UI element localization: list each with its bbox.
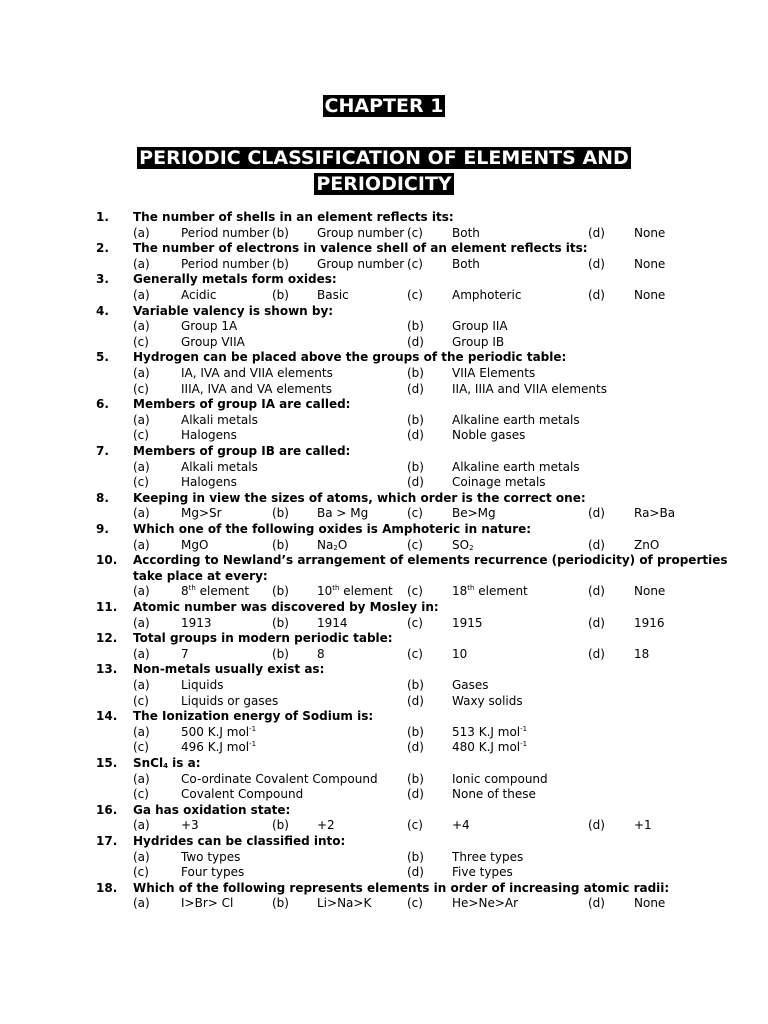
question-number: 9. xyxy=(96,522,109,536)
option-text: +1 xyxy=(634,818,652,833)
option-text: Amphoteric xyxy=(452,288,522,302)
option-text: Mg>Sr xyxy=(181,506,222,521)
question-17-options xyxy=(0,849,768,865)
option-letter: (a) xyxy=(133,288,150,302)
option-text: 480 K.J mol$^{-1}$ xyxy=(452,740,528,755)
question-text: Total groups in modern periodic table: xyxy=(133,631,393,646)
option-text: None xyxy=(634,584,666,599)
option-text: Liquids or gases xyxy=(181,693,279,708)
option-letter: (b) xyxy=(272,615,289,630)
question-4-options xyxy=(0,334,768,350)
option-text: 8th element xyxy=(181,584,250,599)
option-letter: (d) xyxy=(588,646,605,661)
question-3-options xyxy=(0,287,768,303)
option-letter: (a) xyxy=(133,459,150,474)
option-letter: (b) xyxy=(407,459,424,474)
option-letter: (b) xyxy=(407,319,424,334)
option-letter: (c) xyxy=(407,896,423,911)
option-letter: (d) xyxy=(588,584,605,599)
option-text: 1915 xyxy=(452,615,483,630)
option-letter: (a) xyxy=(133,724,150,739)
option-text: IIIA, IVA and VA elements xyxy=(181,381,333,396)
option-text: 18 xyxy=(634,646,650,661)
option-text: Liquids xyxy=(181,678,224,692)
option-letter: (d) xyxy=(407,381,424,396)
question-number: 15. xyxy=(96,756,118,770)
question-number: 8. xyxy=(96,490,109,505)
option-letter: (d) xyxy=(588,225,605,240)
question-5-text-line xyxy=(0,349,768,365)
question-15-options xyxy=(0,786,768,802)
option-text: Halogens xyxy=(181,475,237,490)
question-number: 5. xyxy=(96,350,109,365)
option-letter: (b) xyxy=(407,366,424,380)
option-letter: (d) xyxy=(407,428,424,443)
option-text: Halogens xyxy=(181,428,237,443)
option-letter: (a) xyxy=(133,818,150,833)
question-7-text-line xyxy=(0,443,768,459)
option-letter: (a) xyxy=(133,412,150,427)
question-7-options xyxy=(0,474,768,490)
option-letter: (c) xyxy=(407,225,423,240)
option-letter: (a) xyxy=(133,319,150,334)
option-text: Co-ordinate Covalent Compound xyxy=(181,771,378,786)
option-letter: (b) xyxy=(272,584,289,599)
question-number: 3. xyxy=(96,272,109,287)
option-text: Coinage metals xyxy=(452,475,546,490)
option-letter: (b) xyxy=(407,771,424,786)
option-letter: (d) xyxy=(407,475,424,490)
option-text: Period number xyxy=(181,256,270,271)
option-text: Both xyxy=(452,225,480,240)
option-letter: (c) xyxy=(133,381,149,396)
question-6-options xyxy=(0,427,768,443)
option-letter: (a) xyxy=(133,896,150,911)
option-letter: (a) xyxy=(133,506,150,521)
chapter-title-line-1: PERIODIC CLASSIFICATION OF ELEMENTS AND xyxy=(139,147,629,169)
question-text: Atomic number was discovered by Mosley in: xyxy=(133,600,439,614)
option-letter: (c) xyxy=(407,584,423,599)
question-16-text-line xyxy=(0,802,768,818)
option-letter: (d) xyxy=(588,506,605,521)
option-text: Group 1A xyxy=(181,319,238,334)
option-text: 1916 xyxy=(634,615,665,630)
option-text: Ionic compound xyxy=(452,771,548,786)
question-text: Which one of the following oxides is Amphoteric in nature: xyxy=(133,522,532,536)
option-text: Noble gases xyxy=(452,428,526,443)
option-text: +4 xyxy=(452,818,470,833)
question-text: The Ionization energy of Sodium is: xyxy=(133,709,374,724)
option-text: None xyxy=(634,896,666,911)
option-letter: (b) xyxy=(272,818,289,833)
question-6-options xyxy=(0,412,768,428)
option-text: Basic xyxy=(317,288,349,302)
option-text: Alkali metals xyxy=(181,412,258,427)
option-text: +3 xyxy=(181,818,199,833)
option-text: None xyxy=(634,256,666,271)
question-17-options xyxy=(0,864,768,880)
option-letter: (a) xyxy=(133,366,150,380)
option-text: VIIA Elements xyxy=(452,366,536,380)
option-text: None xyxy=(634,288,666,302)
option-letter: (d) xyxy=(588,615,605,630)
option-letter: (c) xyxy=(407,818,423,833)
option-text: Acidic xyxy=(181,288,217,302)
option-letter: (c) xyxy=(133,740,149,755)
option-text: $SO_2$ xyxy=(452,537,474,552)
question-7-options xyxy=(0,459,768,475)
question-9-options xyxy=(0,537,768,553)
option-letter: (c) xyxy=(133,475,149,490)
question-text: Variable valency is shown by: xyxy=(133,303,334,318)
option-text: Both xyxy=(452,256,480,271)
question-11-text-line xyxy=(0,599,768,615)
question-number: 12. xyxy=(96,631,118,646)
option-text: 1914 xyxy=(317,615,348,630)
question-2-text-line xyxy=(0,240,768,256)
question-number: 17. xyxy=(96,834,118,848)
question-18-options xyxy=(0,895,768,911)
question-2-options xyxy=(0,256,768,272)
question-text: take place at every: xyxy=(133,568,268,583)
option-text: +2 xyxy=(317,818,335,833)
question-number: 2. xyxy=(96,241,109,256)
question-text: The number of electrons in valence shell of an element reflects its: xyxy=(133,241,588,256)
option-letter: (b) xyxy=(272,506,289,521)
option-letter: (d) xyxy=(407,334,424,349)
question-5-options xyxy=(0,365,768,381)
question-16-options xyxy=(0,817,768,833)
option-letter: (a) xyxy=(133,646,150,661)
question-14-text-line xyxy=(0,708,768,724)
question-3-text-line xyxy=(0,271,768,287)
question-12-options xyxy=(0,646,768,662)
chapter-title-line-2: PERIODICITY xyxy=(316,173,452,195)
option-letter: (a) xyxy=(133,584,150,599)
question-17-text-line xyxy=(0,833,768,849)
option-text: ZnO xyxy=(634,537,660,552)
question-text: Ga has oxidation state: xyxy=(133,802,291,817)
question-number: 13. xyxy=(96,662,118,677)
option-letter: (d) xyxy=(407,740,424,755)
question-13-options xyxy=(0,693,768,709)
question-number: 4. xyxy=(96,303,109,318)
option-text: Covalent Compound xyxy=(181,787,304,802)
option-letter: (b) xyxy=(407,724,424,739)
question-1-text-line xyxy=(0,209,768,225)
option-letter: (d) xyxy=(588,256,605,271)
question-14-options xyxy=(0,739,768,755)
question-6-text-line xyxy=(0,396,768,412)
option-text: Group IB xyxy=(452,334,505,349)
question-number: 14. xyxy=(96,709,118,724)
chapter-heading xyxy=(0,94,768,118)
question-4-options xyxy=(0,318,768,334)
option-text: 7 xyxy=(181,646,189,661)
option-text: 500 K.J mol$^{-1}$ xyxy=(181,724,257,739)
question-9-text-line xyxy=(0,521,768,537)
option-letter: (b) xyxy=(272,896,289,911)
option-letter: (a) xyxy=(133,615,150,630)
question-18-text-line xyxy=(0,880,768,896)
question-number: 11. xyxy=(96,600,118,614)
option-text: Ba > Mg xyxy=(317,506,369,521)
question-14-options xyxy=(0,724,768,740)
option-letter: (c) xyxy=(407,537,423,552)
question-number: 1. xyxy=(96,210,109,224)
option-text: Alkaline earth metals xyxy=(452,459,580,474)
option-letter: (d) xyxy=(588,896,605,911)
option-letter: (b) xyxy=(272,225,289,240)
option-text: 8 xyxy=(317,646,325,661)
question-number: 10. xyxy=(96,553,118,568)
question-number: 16. xyxy=(96,802,118,817)
option-text: Three types xyxy=(452,849,524,864)
question-text: Non-metals usually exist as: xyxy=(133,662,325,677)
question-13-text-line xyxy=(0,661,768,677)
option-text: Group IIA xyxy=(452,319,508,334)
option-letter: (b) xyxy=(407,849,424,864)
option-text: Group number xyxy=(317,225,405,240)
option-letter: (c) xyxy=(133,787,149,802)
question-text: Keeping in view the sizes of atoms, which order is the correct one: xyxy=(133,490,586,505)
option-text: Ra>Ba xyxy=(634,506,676,521)
option-text: Four types xyxy=(181,865,245,880)
option-letter: (d) xyxy=(588,818,605,833)
option-letter: (a) xyxy=(133,537,150,552)
question-5-options xyxy=(0,381,768,397)
option-letter: (c) xyxy=(407,615,423,630)
option-text: Waxy solids xyxy=(452,693,523,708)
option-text: I>Br> Cl xyxy=(181,896,234,911)
option-letter: (b) xyxy=(272,646,289,661)
option-text: Li>Na>K xyxy=(317,896,372,911)
option-text: None xyxy=(634,225,666,240)
option-letter: (c) xyxy=(133,334,149,349)
option-letter: (b) xyxy=(272,288,289,302)
option-text: Two types xyxy=(181,849,241,864)
option-letter: (b) xyxy=(272,256,289,271)
question-number: 7. xyxy=(96,444,109,458)
option-letter: (a) xyxy=(133,225,150,240)
option-text: 1913 xyxy=(181,615,212,630)
question-text: Generally metals form oxides: xyxy=(133,272,337,287)
question-10-options xyxy=(0,583,768,599)
option-text: Be>Mg xyxy=(452,506,496,521)
option-letter: (c) xyxy=(407,256,423,271)
question-10-text-line xyxy=(0,568,768,584)
option-text: 513 K.J mol$^{-1}$ xyxy=(452,724,528,739)
option-text: 10 xyxy=(452,646,468,661)
option-text: IIA, IIIA and VIIA elements xyxy=(452,381,607,396)
option-text: Alkali metals xyxy=(181,459,258,474)
question-13-options xyxy=(0,677,768,693)
question-8-text-line xyxy=(0,490,768,506)
question-text: SnCl$_4$ is a: xyxy=(133,756,201,770)
option-letter: (d) xyxy=(407,787,424,802)
option-text: IA, IVA and VIIA elements xyxy=(181,366,333,380)
option-letter: (d) xyxy=(588,537,605,552)
option-text: Gases xyxy=(452,678,489,692)
option-letter: (b) xyxy=(272,537,289,552)
question-text: Members of group IB are called: xyxy=(133,444,351,458)
question-4-text-line xyxy=(0,303,768,319)
option-letter: (c) xyxy=(133,693,149,708)
question-text: Hydrogen can be placed above the groups of the periodic table: xyxy=(133,350,567,365)
option-text: None of these xyxy=(452,787,536,802)
option-letter: (d) xyxy=(407,693,424,708)
chapter-title xyxy=(0,145,768,197)
question-text: Hydrides can be classified into: xyxy=(133,834,346,848)
chapter-label: CHAPTER 1 xyxy=(324,95,444,117)
question-text: According to Newland’s arrangement of elements recurrence (periodicity) of properties xyxy=(133,553,728,568)
question-10-text-line xyxy=(0,552,768,568)
question-1-options xyxy=(0,225,768,241)
option-letter: (b) xyxy=(407,678,424,692)
option-letter: (c) xyxy=(407,288,423,302)
question-text: The number of shells in an element reflects its: xyxy=(133,210,454,224)
option-letter: (c) xyxy=(407,646,423,661)
question-8-options xyxy=(0,505,768,521)
question-number: 6. xyxy=(96,397,109,412)
option-letter: (b) xyxy=(407,412,424,427)
option-text: $Na_2O$ xyxy=(317,537,348,552)
question-12-text-line xyxy=(0,630,768,646)
option-letter: (c) xyxy=(407,506,423,521)
option-letter: (c) xyxy=(133,428,149,443)
option-text: Group number xyxy=(317,256,405,271)
option-text: Five types xyxy=(452,865,513,880)
question-15-options xyxy=(0,771,768,787)
option-text: Group VIIA xyxy=(181,334,245,349)
option-letter: (a) xyxy=(133,849,150,864)
option-text: Period number xyxy=(181,225,270,240)
option-letter: (d) xyxy=(588,288,605,302)
question-number: 18. xyxy=(96,880,118,895)
option-text: 10th element xyxy=(317,584,393,599)
option-text: 18th element xyxy=(452,584,528,599)
question-text: Which of the following represents elements in order of increasing atomic radii: xyxy=(133,880,670,895)
option-letter: (d) xyxy=(407,865,424,880)
option-text: 496 K.J mol$^{-1}$ xyxy=(181,740,257,755)
question-text: Members of group IA are called: xyxy=(133,397,351,412)
question-15-text-line xyxy=(0,755,768,771)
option-text: MgO xyxy=(181,537,209,552)
option-letter: (a) xyxy=(133,771,150,786)
option-letter: (c) xyxy=(133,865,149,880)
option-text: Alkaline earth metals xyxy=(452,412,580,427)
option-letter: (a) xyxy=(133,678,150,692)
option-text: He>Ne>Ar xyxy=(452,896,519,911)
question-11-options xyxy=(0,615,768,631)
option-letter: (a) xyxy=(133,256,150,271)
